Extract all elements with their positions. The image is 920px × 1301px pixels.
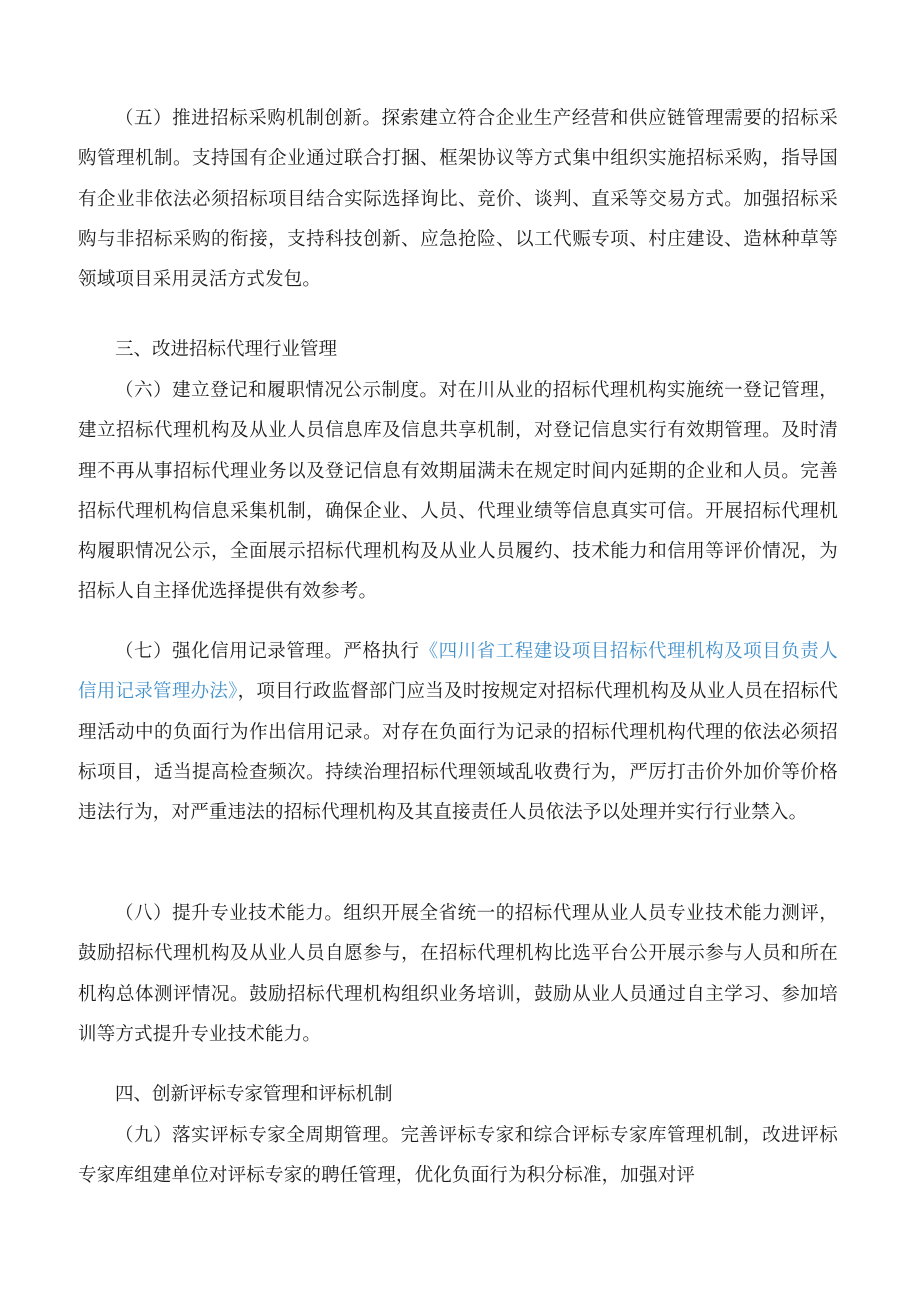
section-heading-4: 四、创新评标专家管理和评标机制: [115, 1084, 393, 1105]
section-heading-3: 三、改进招标代理行业管理: [115, 339, 338, 360]
regulation-link[interactable]: 《四川省工程建设项目招标代理机构及项目负责人信用记录管理办法》: [78, 641, 838, 703]
paragraph-8: （八）提升专业技术能力。组织开展全省统一的招标代理从业人员专业技术能力测评，鼓励招标代理机构及从业人员自愿参与，在招标代理机构比选平台公开展示参与人员和所在机构总体测评情况。鼓励招标代理机构组织业务培训，鼓励从业人员通过自主学习、参加培训等方式提升专业技术能力。: [78, 903, 838, 1045]
paragraph-7: [78, 632, 838, 833]
paragraph-5: （五）推进招标采购机制创新。探索建立符合企业生产经营和供应链管理需要的招标采购管理机制。支持国有企业通过联合打捆、框架协议等方式集中组织实施招标采购，指导国有企业非依法必须招标项目结合实际选择询比、竞价、谈判、直采等交易方式。加强招标采购与非招标采购的衔接，支持科技创新、应急抢险、以工代赈专项、村庄建设、造林种草等领域项目采用灵活方式发包。: [78, 108, 838, 291]
paragraph-6: （六）建立登记和履职情况公示制度。对在川从业的招标代理机构实施统一登记管理，建立招标代理机构及从业人员信息库及信息共享机制，对登记信息实行有效期管理。及时清理不再从事招标代理业务以及登记信息有效期届满未在规定时间内延期的企业和人员。完善招标代理机构信息采集机制，确保企业、人员、代理业绩等信息真实可信。开展招标代理机构履职情况公示，全面展示招标代理机构及从业人员履约、技术能力和信用等评价情况，为招标人自主择优选择提供有效参考。: [78, 380, 838, 603]
paragraph-9: （九）落实评标专家全周期管理。完善评标专家和综合评标专家库管理机制，改进评标专家库组建单位对评标专家的聘任管理，优化负面行为积分标准，加强对评: [78, 1125, 838, 1187]
paragraph-7-intro: （七）强化信用记录管理。严格执行: [115, 641, 420, 662]
paragraph-7-body: ，项目行政监督部门应当及时按规定对招标代理机构及从业人员在招标代理活动中的负面行为作出信用记录。对存在负面行为记录的招标代理机构代理的依法必须招标项目，适当提高检查频次。持续治理招标代理领域乱收费行为，严厉打击价外加价等价格违法行为，对严重违法的招标代理机构及其直接责任人员依法予以处理并实行行业禁入。: [78, 681, 838, 824]
